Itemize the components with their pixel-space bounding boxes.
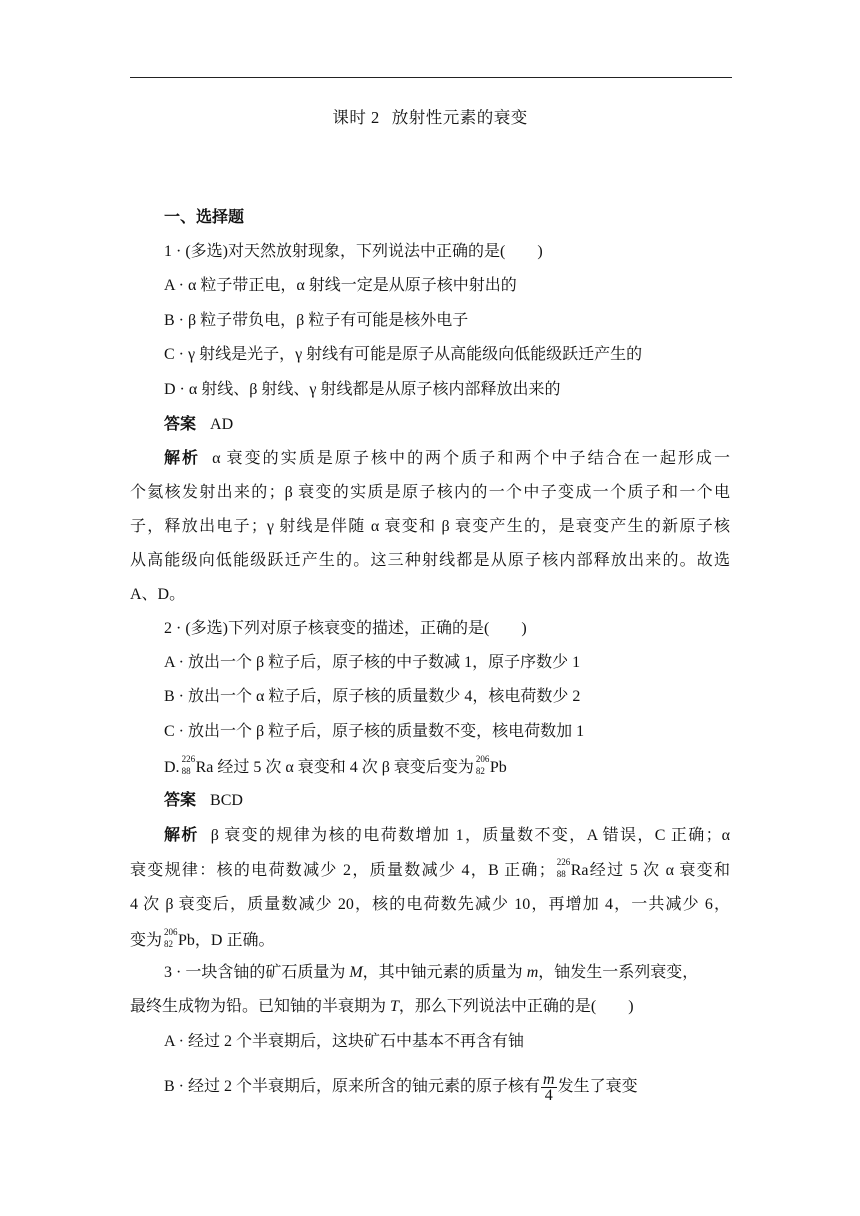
q2-answer xyxy=(164,790,243,812)
radium-isotope: 226 88 xyxy=(181,754,196,776)
q2-analysis-line-1: 解析 β 衰变的规律为核的电荷数增加 1，质量数不变，A 错误，C 正确；α xyxy=(164,827,730,844)
q1-option-a: A · α 粒子带正电，α 射线一定是从原子核中射出的 xyxy=(164,277,517,294)
answer-label: 答案 xyxy=(164,416,197,433)
q2-analysis-line-4: 变为 206 82 Pb，D 正确。 xyxy=(130,927,275,949)
q3-option-a: A · 经过 2 个半衰期后，这块矿石中基本不再含有铀 xyxy=(164,1033,525,1050)
page-title xyxy=(0,104,860,128)
q1-analysis-line-1: 解析 α 衰变的实质是原子核中的两个质子和两个中子结合在一起形成一 xyxy=(164,450,730,467)
section-heading: 一、选择题 xyxy=(164,209,245,226)
q3-stem-line-1: 3 · 一块含铀的矿石质量为 M，其中铀元素的质量为 m，铀发生一系列衰变， xyxy=(164,964,699,981)
q1-analysis-line-5: A、D。 xyxy=(130,586,186,603)
fraction-m-over-4: $\frac{m}{4}$ xyxy=(543,1071,555,1104)
q2-analysis-line-3: 4 次 β 衰变后，质量数减少 20，核的电荷数先减少 10，再增加 4，一共减少 6， xyxy=(130,896,730,913)
lesson-title: 放射性元素的衰变 xyxy=(391,108,528,127)
q1-option-b: B · β 粒子带负电，β 粒子有可能是核外电子 xyxy=(164,312,469,329)
q1-analysis-line-4: 从高能级向低能级跃迁产生的。这三种射线都是从原子核内部释放出来的。故选 xyxy=(130,552,730,569)
q1-stem: 1 · (多选)对天然放射现象，下列说法中正确的是( ) xyxy=(164,243,543,260)
answer-label: 答案 xyxy=(164,792,197,809)
q2-option-b: B · 放出一个 α 粒子后，原子核的质量数少 4，核电荷数少 2 xyxy=(164,688,581,705)
q1-option-c: C · γ 射线是光子，γ 射线有可能是原子从高能级向低能级跃迁产生的 xyxy=(164,346,643,363)
q2-option-d: D. 226 88 Ra 经过 5 次 α 衰变和 4 次 β 衰变后变为 206 82 Pb xyxy=(164,754,507,776)
q2-option-c: C · 放出一个 β 粒子后，原子核的质量数不变，核电荷数加 1 xyxy=(164,723,585,740)
q1-answer xyxy=(164,414,233,436)
q2-analysis-line-2: 衰变规律：核的电荷数减少 2，质量数减少 4，B 正确； 226 88 Ra经过 5 次 α 衰变和 xyxy=(130,857,730,879)
q1-analysis-line-2: 个氦核发射出来的；β 衰变的实质是原子核内的一个中子变成一个质子和一个电 xyxy=(130,484,730,501)
lead-isotope: 206 82 xyxy=(164,927,178,949)
q3-option-b: B · 经过 2 个半衰期后，原来所含的铀元素的原子核有 $\frac{m}{4}$ 发生了衰变 xyxy=(164,1071,638,1104)
q2-option-a: A · 放出一个 β 粒子后，原子核的中子数减 1，原子序数少 1 xyxy=(164,654,581,671)
q2-stem: 2 · (多选)下列对原子核衰变的描述，正确的是( ) xyxy=(164,620,527,637)
q1-analysis-line-3: 子，释放出电子；γ 射线是伴随 α 衰变和 β 衰变产生的，是衰变产生的新原子核 xyxy=(130,518,730,535)
q1-option-d: D · α 射线、β 射线、γ 射线都是从原子核内部释放出来的 xyxy=(164,381,561,398)
header-rule xyxy=(130,77,732,78)
analysis-label: 解析 xyxy=(164,450,201,467)
lesson-number: 课时 2 xyxy=(332,108,380,127)
answer-value: BCD xyxy=(210,792,243,809)
q3-stem-line-2: 最终生成物为铅。已知铀的半衰期为 T，那么下列说法中正确的是( ) xyxy=(130,998,634,1015)
answer-value: AD xyxy=(210,416,234,433)
radium-isotope: 226 88 xyxy=(556,857,571,879)
analysis-label: 解析 xyxy=(164,827,199,844)
lead-isotope: 206 82 xyxy=(475,754,490,776)
